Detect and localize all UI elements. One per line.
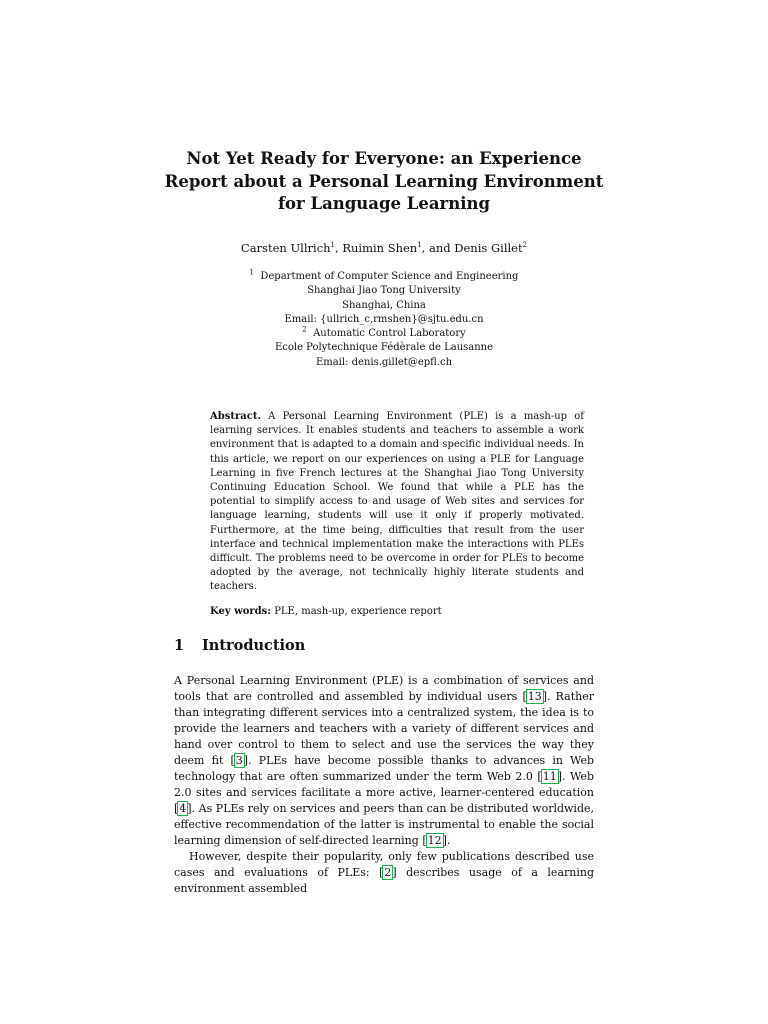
citation-link[interactable]: 4 (179, 802, 187, 815)
keywords-text: PLE, mash-up, experience report (274, 605, 442, 617)
body-text-run: describes usage of a learning environment assembled (174, 866, 594, 895)
author-separator: , (335, 241, 343, 255)
citation-link[interactable]: 3 (235, 754, 243, 767)
affiliation-line: Shanghai Jiao Tong University (307, 285, 461, 297)
author-separator: , and (421, 241, 455, 255)
author-name: Carsten Ullrich (240, 241, 331, 255)
affiliation-mark: 1 (249, 268, 255, 277)
body-paragraph: A Personal Learning Environment (PLE) is a combination of services and tools that are controlled and assembled by individual users [13]. Rather than integrating different services into a centralized system, the idea is to provide the learners and teachers with a variety of different services and hand over control to them to select and use the services the way they deem fit [3]. PLEs have become possible thanks to advances in Web technology that are often summarized under the term Web 2.0 [11]. Web 2.0 sites and services facilitate a more active, learner-centered education [4]. As PLEs rely on services and peers than can be distributed worldwide, effective recommendation of the latter is instrumental to enable the social learning dimension of self-directed learning [12]. (174, 674, 594, 847)
paper-title (150, 148, 618, 216)
abstract-label: Abstract. (210, 411, 261, 422)
body-text-run: However, despite their popularity, only few publications described use cases and evaluations of PLEs: (174, 850, 594, 879)
title-line: for Language Learning (277, 194, 491, 213)
body-text-run: . Rather than integrating different services into a centralized system, the idea is to provide the learners and teachers with a variety of different services and hand over control to them to select and use the services the way they deem fit (174, 690, 594, 767)
body-text-run: . PLEs have become possible thanks to advances in Web technology that are often summarized under the term Web 2.0 (174, 754, 594, 783)
affiliation-text: Department of Computer Science and Engineering (260, 271, 519, 282)
author-affiliation-mark: 2 (522, 241, 528, 250)
affiliation-email: Email: {ullrich_c,rmshen}@sjtu.edu.cn (284, 313, 484, 325)
affiliations (150, 270, 618, 370)
body-text-run: . As PLEs rely on services and peers than can be distributed worldwide, effective recommendation of the latter is instrumental to enable the social learning dimension of self-directed learning (174, 802, 594, 847)
author-affiliation-mark: 1 (330, 241, 336, 250)
author-list (150, 240, 618, 256)
affiliation-line (150, 270, 618, 284)
citation-link[interactable]: 11 (542, 770, 557, 783)
abstract-paragraph (210, 410, 584, 595)
citation-link[interactable]: 13 (527, 690, 542, 703)
abstract (210, 410, 584, 619)
author-affiliation-mark: 1 (417, 241, 422, 250)
affiliation-mark: 2 (302, 325, 307, 334)
citation-link[interactable]: 12 (427, 834, 442, 847)
body-text-run: . (446, 834, 451, 847)
keywords (210, 605, 584, 619)
author-name: Ruimin Shen (342, 241, 418, 255)
affiliation-line (150, 327, 618, 341)
title-line: Not Yet Ready for Everyone: an Experience (186, 149, 582, 168)
affiliation-line: Shanghai, China (342, 299, 426, 311)
body-text-run: . Web 2.0 sites and services facilitate a more active, learner-centered education (174, 770, 594, 799)
affiliation-email: Email: denis.gillet@epfl.ch (315, 356, 453, 368)
section-heading (174, 636, 594, 656)
section-title: Introduction (202, 637, 306, 654)
affiliation-line: Ecole Polytechnique Fédèrale de Lausanne (274, 342, 494, 354)
abstract-text: A Personal Learning Environment (PLE) is a mash-up of learning services. It enables students and teachers to assemble a work environment that is adapted to a domain and specific individual needs. In this article, we report on our experiences on using a PLE for Language Learning in five French lectures at the Shanghai Jiao Tong University Continuing Education School. We found that while a PLE has the potential to simplify access to and usage of Web sites and services for language learning, students will use it only if properly motivated. Furthermore, at the time being, difficulties that result from the user interface and technical implementation make the interactions with PLEs difficult. The problems need to be overcome in order for PLEs to become adopted by the average, not technically highly literate students and teachers. (210, 411, 584, 593)
body-paragraph: However, despite their popularity, only few publications described use cases and evaluations of PLEs: [2] describes usage of a learning environment assembled (174, 850, 594, 895)
body-text-run: A Personal Learning Environment (PLE) is a combination of services and tools that are controlled and assembled by individual users (174, 674, 594, 703)
affiliation-text: Automatic Control Laboratory (313, 328, 466, 340)
keywords-label: Key words: (210, 605, 271, 617)
body-text (174, 673, 594, 897)
title-line: Report about a Personal Learning Environment (164, 171, 604, 191)
author-name: Denis Gillet (454, 241, 523, 255)
section-number: 1 (174, 637, 185, 654)
citation-link[interactable]: 2 (384, 866, 392, 879)
